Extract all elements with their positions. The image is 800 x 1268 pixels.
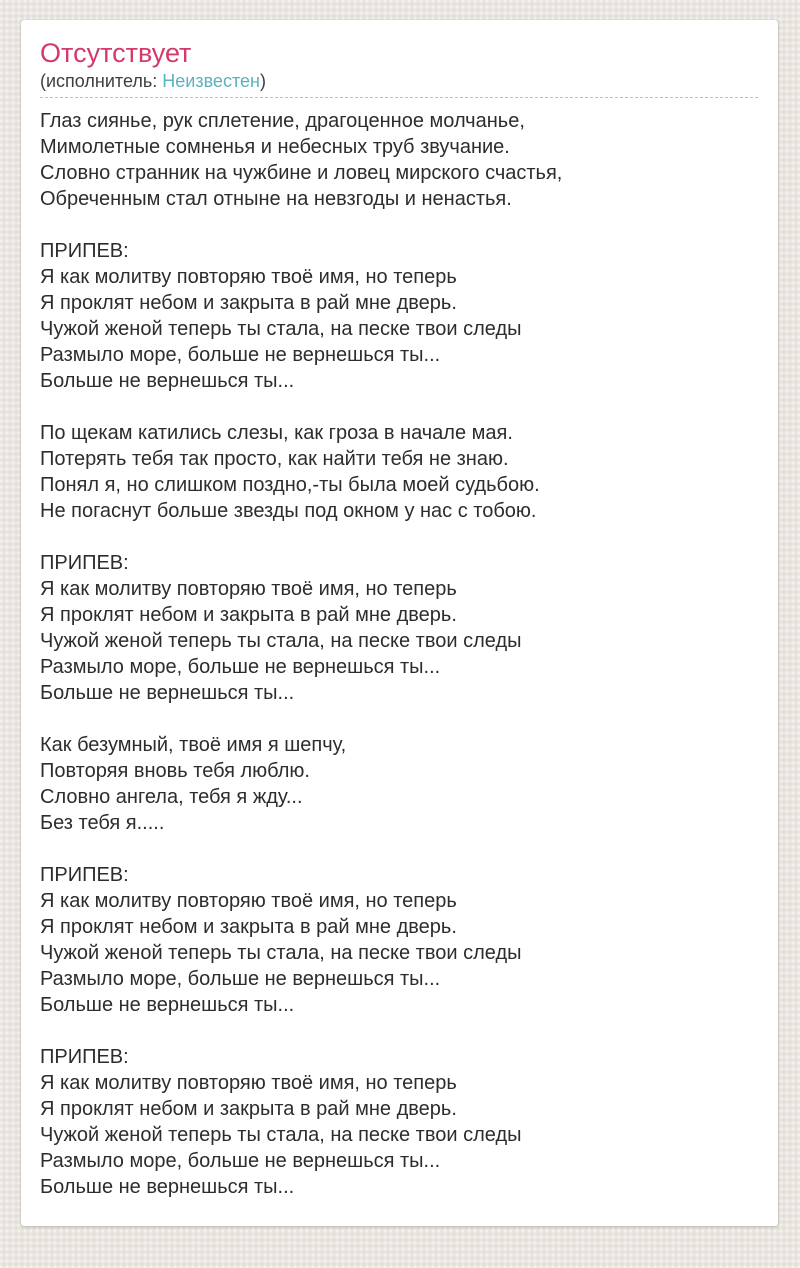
lyrics-line: Я проклят небом и закрыта в рай мне дверь. <box>40 1098 457 1120</box>
lyrics-line: Размыло море, больше не вернешься ты... <box>40 1150 441 1172</box>
lyrics-block-chorus <box>40 238 758 394</box>
artist-link[interactable]: Неизвестен <box>162 71 260 91</box>
lyrics-line: Я как молитву повторяю твоё имя, но теперь <box>40 578 457 600</box>
lyrics-line: Повторяя вновь тебя люблю. <box>40 760 310 782</box>
lyrics-line: ПРИПЕВ: <box>40 552 129 574</box>
lyrics-block-chorus <box>40 1044 758 1200</box>
lyrics-line: Я как молитву повторяю твоё имя, но теперь <box>40 890 457 912</box>
lyrics-line: Чужой женой теперь ты стала, на песке твои следы <box>40 318 522 340</box>
lyrics-line: Не погаснут больше звезды под окном у нас с тобою. <box>40 500 537 522</box>
page-background <box>0 20 800 1268</box>
lyrics-line: Я как молитву повторяю твоё имя, но теперь <box>40 1072 457 1094</box>
lyrics-block-chorus <box>40 862 758 1018</box>
lyrics-line: ПРИПЕВ: <box>40 1046 129 1068</box>
lyrics-line: ПРИПЕВ: <box>40 240 129 262</box>
lyrics-block-verse <box>40 420 758 524</box>
lyrics-line: Размыло море, больше не вернешься ты... <box>40 968 441 990</box>
lyrics-block-chorus <box>40 550 758 706</box>
lyrics-block-bridge <box>40 732 758 836</box>
lyrics-line: Я как молитву повторяю твоё имя, но теперь <box>40 266 457 288</box>
artist-line <box>40 71 758 92</box>
lyrics-line: Как безумный, твоё имя я шепчу, <box>40 734 347 756</box>
lyrics-line: Больше не вернешься ты... <box>40 682 295 704</box>
lyrics-line: Я проклят небом и закрыта в рай мне дверь. <box>40 292 457 314</box>
lyrics-line: Больше не вернешься ты... <box>40 370 295 392</box>
song-header <box>40 37 758 98</box>
artist-label-suffix: ) <box>259 71 266 91</box>
lyrics-line: ПРИПЕВ: <box>40 864 129 886</box>
lyrics-line: Размыло море, больше не вернешься ты... <box>40 344 441 366</box>
lyrics-line: Больше не вернешься ты... <box>40 1176 295 1198</box>
lyrics-card <box>21 20 778 1226</box>
lyrics-line: Обреченным стал отныне на невзгоды и ненастья. <box>40 188 512 210</box>
lyrics-line: По щекам катились слезы, как гроза в начале мая. <box>40 422 513 444</box>
lyrics-line: Размыло море, больше не вернешься ты... <box>40 656 441 678</box>
lyrics-line: Я проклят небом и закрыта в рай мне дверь. <box>40 916 457 938</box>
lyrics-line: Потерять тебя так просто, как найти тебя не знаю. <box>40 448 509 470</box>
lyrics-line: Чужой женой теперь ты стала, на песке твои следы <box>40 630 522 652</box>
lyrics-line: Без тебя я..... <box>40 812 165 834</box>
lyrics-line: Больше не вернешься ты... <box>40 994 295 1016</box>
artist-label-prefix: (исполнитель: <box>40 71 158 91</box>
lyrics-line: Чужой женой теперь ты стала, на песке твои следы <box>40 1124 522 1146</box>
lyrics-line: Глаз сиянье, рук сплетение, драгоценное молчанье, <box>40 110 525 132</box>
lyrics-line: Словно странник на чужбине и ловец мирского счастья, <box>40 162 563 184</box>
lyrics-line: Словно ангела, тебя я жду... <box>40 786 303 808</box>
lyrics-line: Мимолетные сомненья и небесных труб звучание. <box>40 136 510 158</box>
lyrics-block-verse <box>40 108 758 212</box>
page-title: Отсутствует <box>40 38 192 68</box>
lyrics-line: Чужой женой теперь ты стала, на песке твои следы <box>40 942 522 964</box>
lyrics-line: Я проклят небом и закрыта в рай мне дверь. <box>40 604 457 626</box>
lyrics-line: Понял я, но слишком поздно,-ты была моей судьбою. <box>40 474 540 496</box>
lyrics <box>40 108 758 1200</box>
